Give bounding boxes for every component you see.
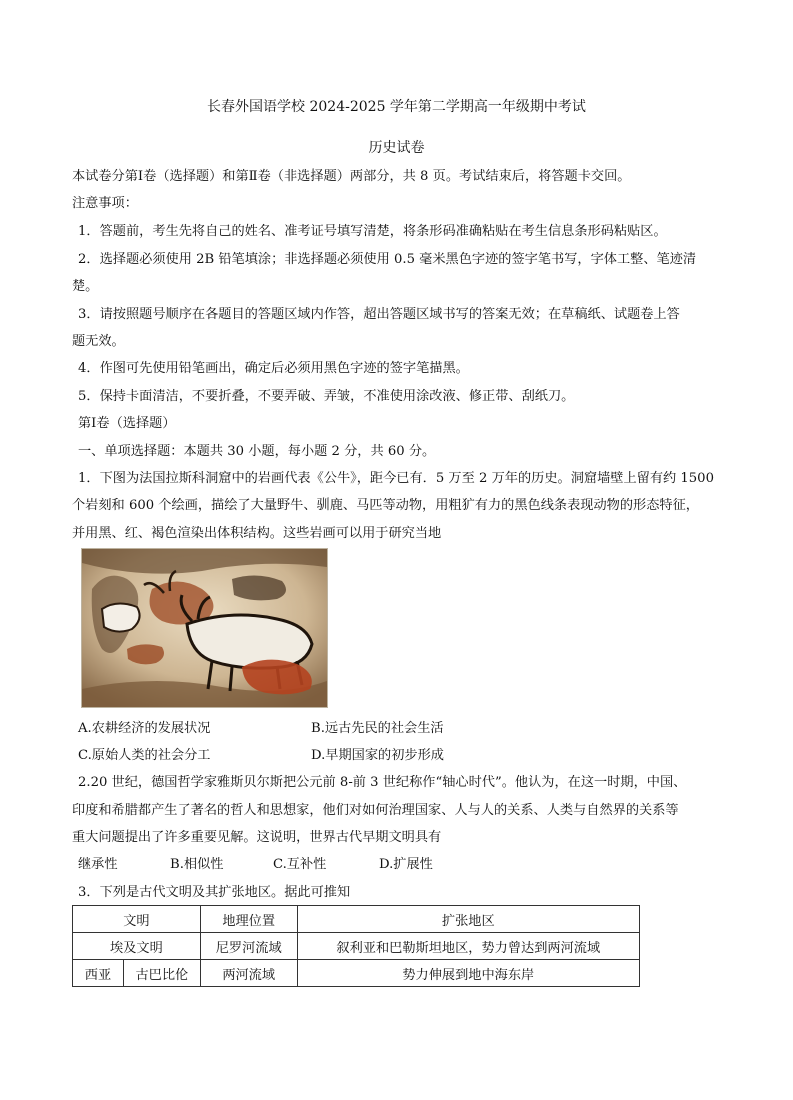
table-cell: 势力伸展到地中海东岸	[297, 960, 639, 987]
notice-item-2: 2．选择题必须使用 2B 铅笔填涂；非选择题必须使用 0.5 毫米黑色字迹的签字笔书写，字体工整、笔迹清	[78, 252, 697, 267]
part-heading: 一、单项选择题：本题共 30 小题，每小题 2 分，共 60 分。	[78, 444, 436, 459]
q3-stem: 3．下列是古代文明及其扩张地区。据此可推知	[78, 885, 351, 900]
notice-item-3: 3．请按照题号顺序在各题目的答题区域内作答，超出答题区域书写的答案无效；在草稿纸、试题卷上答	[78, 307, 680, 322]
q2-option-b: B.相似性	[170, 857, 224, 872]
notice-item-5: 5．保持卡面清洁，不要折叠，不要弄破、弄皱，不准使用涂改液、修正带、刮纸刀。	[78, 389, 575, 404]
cave-painting-drawing	[82, 549, 327, 707]
q2-stem-line-3: 重大问题提出了许多重要见解。这说明，世界古代早期文明具有	[72, 830, 442, 845]
table-cell: 古巴比伦	[123, 960, 200, 987]
table-cell: 埃及文明	[73, 933, 201, 960]
q2-stem-line-2: 印度和希腊都产生了著名的哲人和思想家，他们对如何治理国家、人与人的关系、人类与自然界的关系等	[72, 803, 679, 818]
notice-item-1: 1．答题前，考生先将自己的姓名、准考证号填写清楚，将条形码准确粘贴在考生信息条形码粘贴区。	[78, 224, 667, 239]
intro-text: 本试卷分第Ⅰ卷（选择题）和第Ⅱ卷（非选择题）两部分，共 8 页。考试结束后，将答题卡交回。	[72, 169, 631, 184]
q1-stem-line-1: 1．下图为法国拉斯科洞窟中的岩画代表《公牛》，距今已有．5 万至 2 万年的历史。洞窟墙壁上留有约 1500	[78, 471, 714, 486]
q2-option-a: 继承性	[78, 857, 118, 872]
notice-item-2-cont: 楚。	[72, 279, 99, 294]
table-header-cell: 地理位置	[200, 906, 297, 933]
exam-title: 长春外国语学校 2024-2025 学年第二学期高一年级期中考试	[207, 99, 586, 115]
table-row	[73, 933, 640, 960]
q1-option-a: A.农耕经济的发展状况	[78, 721, 211, 736]
q1-option-d: D.早期国家的初步形成	[311, 748, 444, 763]
table-cell: 西亚	[73, 960, 124, 987]
table-row	[73, 960, 640, 987]
table-row	[73, 906, 640, 933]
notice-heading: 注意事项：	[72, 196, 138, 211]
q1-option-c: C.原始人类的社会分工	[78, 748, 211, 763]
q1-stem-line-3: 并用黑、红、褐色渲染出体积结构。这些岩画可以用于研究当地	[72, 526, 442, 541]
exam-subtitle: 历史试卷	[368, 140, 425, 156]
cave-painting-image	[81, 548, 328, 708]
notice-item-3-cont: 题无效。	[72, 334, 125, 349]
q1-option-b: B.远古先民的社会生活	[311, 721, 444, 736]
q3-table	[72, 905, 640, 987]
q2-option-d: D.扩展性	[379, 857, 433, 872]
section-label: 第Ⅰ卷（选择题）	[78, 416, 176, 431]
q1-stem-line-2: 个岩刻和 600 个绘画，描绘了大量野牛、驯鹿、马匹等动物，用粗犷有力的黑色线条表现动物的形态特征，	[72, 498, 699, 513]
table-cell: 尼罗河流域	[200, 933, 297, 960]
table-header-cell: 扩张地区	[297, 906, 639, 933]
q2-option-c: C.互补性	[273, 857, 327, 872]
q2-stem-line-1: 2.20 世纪，德国哲学家雅斯贝尔斯把公元前 8-前 3 世纪称作“轴心时代”。他认为，在这一时期，中国、	[78, 775, 687, 790]
table-header-cell: 文明	[73, 906, 201, 933]
notice-item-4: 4．作图可先使用铅笔画出，确定后必须用黑色字迹的签字笔描黑。	[78, 361, 469, 376]
table-cell: 叙利亚和巴勒斯坦地区，势力曾达到两河流域	[297, 933, 639, 960]
table-cell: 两河流域	[200, 960, 297, 987]
